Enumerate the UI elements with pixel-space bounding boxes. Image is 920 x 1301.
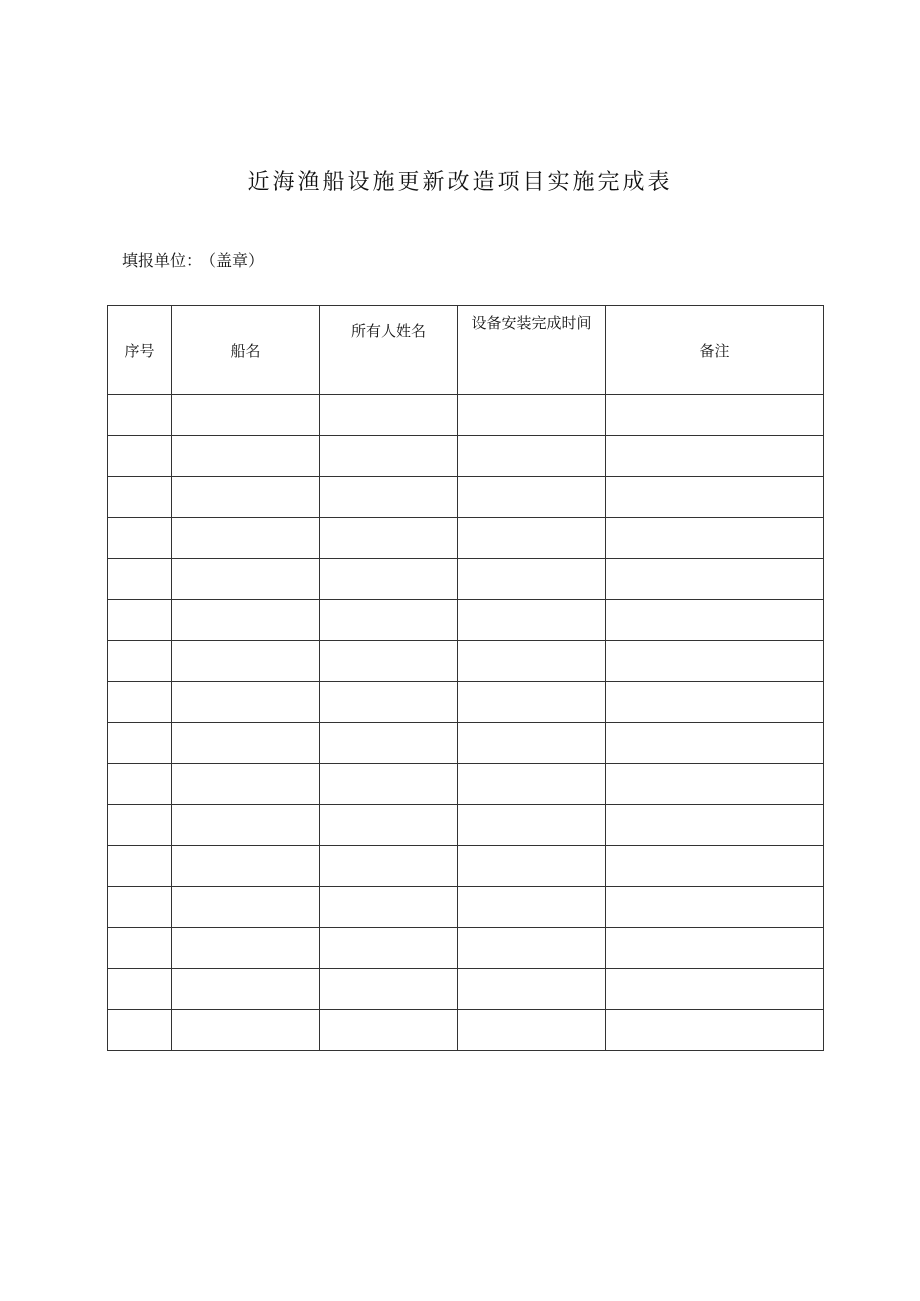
header-owner-name: 所有人姓名 bbox=[320, 306, 458, 395]
cell-serial-number[interactable] bbox=[108, 395, 172, 436]
header-serial-number: 序号 bbox=[108, 306, 172, 395]
header-remarks: 备注 bbox=[606, 306, 824, 395]
cell-vessel-name[interactable] bbox=[172, 887, 320, 928]
cell-serial-number[interactable] bbox=[108, 600, 172, 641]
cell-remarks[interactable] bbox=[606, 969, 824, 1010]
table-row bbox=[108, 641, 824, 682]
table-body bbox=[108, 395, 824, 1051]
cell-serial-number[interactable] bbox=[108, 559, 172, 600]
cell-owner-name[interactable] bbox=[320, 764, 458, 805]
cell-remarks[interactable] bbox=[606, 641, 824, 682]
cell-serial-number[interactable] bbox=[108, 477, 172, 518]
cell-install-completion-time[interactable] bbox=[458, 395, 606, 436]
cell-remarks[interactable] bbox=[606, 682, 824, 723]
cell-owner-name[interactable] bbox=[320, 436, 458, 477]
cell-vessel-name[interactable] bbox=[172, 641, 320, 682]
table-row bbox=[108, 477, 824, 518]
cell-serial-number[interactable] bbox=[108, 846, 172, 887]
cell-serial-number[interactable] bbox=[108, 436, 172, 477]
cell-install-completion-time[interactable] bbox=[458, 969, 606, 1010]
cell-remarks[interactable] bbox=[606, 395, 824, 436]
cell-owner-name[interactable] bbox=[320, 805, 458, 846]
table-row bbox=[108, 395, 824, 436]
cell-remarks[interactable] bbox=[606, 764, 824, 805]
cell-vessel-name[interactable] bbox=[172, 1010, 320, 1051]
cell-install-completion-time[interactable] bbox=[458, 682, 606, 723]
cell-install-completion-time[interactable] bbox=[458, 600, 606, 641]
cell-install-completion-time[interactable] bbox=[458, 764, 606, 805]
cell-owner-name[interactable] bbox=[320, 600, 458, 641]
completion-table bbox=[107, 305, 824, 1051]
table-row bbox=[108, 559, 824, 600]
table-row bbox=[108, 764, 824, 805]
cell-vessel-name[interactable] bbox=[172, 805, 320, 846]
cell-remarks[interactable] bbox=[606, 600, 824, 641]
cell-install-completion-time[interactable] bbox=[458, 559, 606, 600]
cell-owner-name[interactable] bbox=[320, 723, 458, 764]
table-row bbox=[108, 969, 824, 1010]
fill-unit-line bbox=[122, 248, 264, 271]
cell-serial-number[interactable] bbox=[108, 1010, 172, 1051]
table-row bbox=[108, 600, 824, 641]
cell-owner-name[interactable] bbox=[320, 846, 458, 887]
cell-serial-number[interactable] bbox=[108, 641, 172, 682]
header-install-completion-time: 设备安装完成时间 bbox=[458, 306, 606, 395]
cell-serial-number[interactable] bbox=[108, 764, 172, 805]
cell-install-completion-time[interactable] bbox=[458, 887, 606, 928]
cell-owner-name[interactable] bbox=[320, 395, 458, 436]
cell-vessel-name[interactable] bbox=[172, 518, 320, 559]
cell-serial-number[interactable] bbox=[108, 887, 172, 928]
cell-vessel-name[interactable] bbox=[172, 764, 320, 805]
cell-vessel-name[interactable] bbox=[172, 600, 320, 641]
cell-vessel-name[interactable] bbox=[172, 395, 320, 436]
cell-vessel-name[interactable] bbox=[172, 477, 320, 518]
cell-remarks[interactable] bbox=[606, 805, 824, 846]
table-row bbox=[108, 436, 824, 477]
cell-vessel-name[interactable] bbox=[172, 969, 320, 1010]
table-row bbox=[108, 682, 824, 723]
cell-serial-number[interactable] bbox=[108, 518, 172, 559]
cell-remarks[interactable] bbox=[606, 928, 824, 969]
table-header-row bbox=[108, 306, 824, 395]
cell-owner-name[interactable] bbox=[320, 969, 458, 1010]
cell-install-completion-time[interactable] bbox=[458, 1010, 606, 1051]
cell-install-completion-time[interactable] bbox=[458, 641, 606, 682]
table-row bbox=[108, 1010, 824, 1051]
cell-vessel-name[interactable] bbox=[172, 682, 320, 723]
cell-serial-number[interactable] bbox=[108, 682, 172, 723]
table-row bbox=[108, 887, 824, 928]
cell-serial-number[interactable] bbox=[108, 805, 172, 846]
cell-owner-name[interactable] bbox=[320, 518, 458, 559]
table-row bbox=[108, 518, 824, 559]
table-row bbox=[108, 846, 824, 887]
cell-owner-name[interactable] bbox=[320, 682, 458, 723]
cell-remarks[interactable] bbox=[606, 477, 824, 518]
fill-unit-label: 填报单位： bbox=[122, 251, 203, 270]
cell-install-completion-time[interactable] bbox=[458, 846, 606, 887]
page-title: 近海渔船设施更新改造项目实施完成表 bbox=[247, 170, 673, 195]
cell-owner-name[interactable] bbox=[320, 477, 458, 518]
cell-install-completion-time[interactable] bbox=[458, 518, 606, 559]
cell-remarks[interactable] bbox=[606, 723, 824, 764]
cell-owner-name[interactable] bbox=[320, 559, 458, 600]
cell-vessel-name[interactable] bbox=[172, 559, 320, 600]
cell-install-completion-time[interactable] bbox=[458, 928, 606, 969]
cell-vessel-name[interactable] bbox=[172, 436, 320, 477]
cell-remarks[interactable] bbox=[606, 846, 824, 887]
cell-vessel-name[interactable] bbox=[172, 846, 320, 887]
cell-install-completion-time[interactable] bbox=[458, 436, 606, 477]
cell-remarks[interactable] bbox=[606, 887, 824, 928]
seal-label: （盖章） bbox=[208, 251, 265, 270]
cell-install-completion-time[interactable] bbox=[458, 805, 606, 846]
cell-serial-number[interactable] bbox=[108, 969, 172, 1010]
cell-owner-name[interactable] bbox=[320, 641, 458, 682]
cell-remarks[interactable] bbox=[606, 436, 824, 477]
cell-remarks[interactable] bbox=[606, 1010, 824, 1051]
cell-vessel-name[interactable] bbox=[172, 723, 320, 764]
table-row bbox=[108, 928, 824, 969]
cell-owner-name[interactable] bbox=[320, 1010, 458, 1051]
cell-remarks[interactable] bbox=[606, 559, 824, 600]
cell-owner-name[interactable] bbox=[320, 887, 458, 928]
cell-owner-name[interactable] bbox=[320, 928, 458, 969]
header-vessel-name: 船名 bbox=[172, 306, 320, 395]
cell-serial-number[interactable] bbox=[108, 723, 172, 764]
cell-serial-number[interactable] bbox=[108, 928, 172, 969]
cell-vessel-name[interactable] bbox=[172, 928, 320, 969]
table-row bbox=[108, 723, 824, 764]
table-row bbox=[108, 805, 824, 846]
cell-install-completion-time[interactable] bbox=[458, 723, 606, 764]
cell-install-completion-time[interactable] bbox=[458, 477, 606, 518]
cell-remarks[interactable] bbox=[606, 518, 824, 559]
